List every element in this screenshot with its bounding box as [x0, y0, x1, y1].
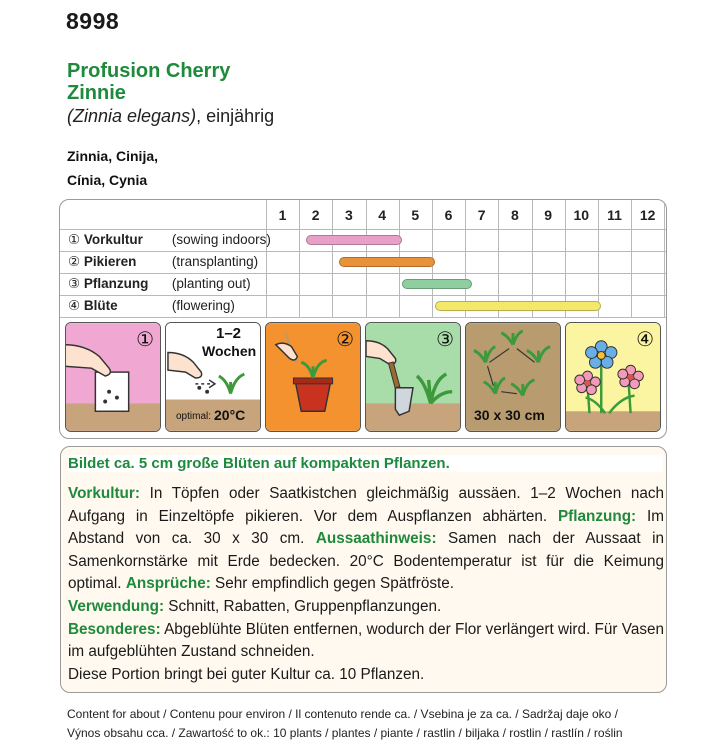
row-label-english: (sowing indoors)	[171, 232, 271, 247]
row-label-german: Pikieren	[83, 254, 137, 269]
row-label-german: Vorkultur	[83, 232, 143, 247]
month-header: 11	[607, 207, 622, 223]
row-label-english: (transplanting)	[171, 254, 259, 269]
month-header: 12	[639, 207, 656, 223]
temp-label: optimal:	[176, 411, 212, 422]
calendar-row-label	[68, 254, 258, 270]
info-lead: Bildet ca. 5 cm große Blüten auf kompakten Pflanzen.	[68, 455, 663, 472]
month-header: 9	[544, 207, 552, 223]
month-header: 1	[278, 207, 287, 223]
month-header: 5	[411, 207, 420, 223]
row-number: ③	[68, 276, 81, 291]
latin-name: (Zinnia elegans)	[67, 106, 197, 126]
sowing-calendar	[59, 199, 667, 439]
ansprueche-text: Sehr empfindlich gegen Spätfröste.	[210, 575, 455, 593]
row-label-german: Pflanzung	[83, 276, 149, 291]
tile-spacing	[465, 322, 561, 432]
row-number: ①	[68, 232, 81, 247]
tile-step-number: ③	[436, 329, 454, 351]
row-number: ②	[68, 254, 81, 269]
aussaat-text: Samen nach der Aussaat in Samenkornstärke mit Erde bedecken. 20°C Bodentemperatur ist für die Keimung optimal.	[68, 530, 664, 593]
aussaat-label: Aussaathinweis:	[315, 530, 437, 548]
title-line-2: Zinnie	[67, 82, 126, 104]
calendar-row-label	[68, 232, 271, 248]
info-body	[68, 483, 664, 686]
common-names-2: Cínia, Cynia	[67, 172, 148, 188]
row-label-german: Blüte	[83, 298, 118, 313]
calendar-grid	[60, 200, 666, 318]
calendar-row-label	[68, 298, 235, 314]
grid-line-horizontal	[60, 295, 666, 296]
grid-line-horizontal	[60, 229, 666, 230]
month-header: 2	[311, 207, 320, 223]
common-names-1: Zinnia, Cinija,	[67, 148, 159, 164]
latin-name-line	[67, 106, 274, 127]
temp-value: 20°C	[214, 407, 246, 423]
grid-line-horizontal	[60, 317, 666, 318]
footer-line-2: Výnos obsahu cca. / Zawartość to ok.: 10 plants / plantes / piante / rastlin / biljaka / rostlin / rastlín / roślin	[67, 726, 623, 740]
calendar-bar	[339, 257, 435, 267]
info-box	[60, 446, 667, 693]
ansprueche-label: Ansprüche:	[125, 575, 211, 593]
month-header: 6	[444, 207, 453, 223]
pflanzung-text: Im Abstand von ca. 30 x 30 cm.	[68, 507, 664, 548]
instruction-tiles	[65, 322, 661, 434]
grid-line-horizontal	[60, 273, 666, 274]
month-header: 8	[510, 207, 519, 223]
calendar-row-label	[68, 276, 251, 292]
product-code: 8998	[66, 8, 120, 34]
tile-germination	[165, 322, 261, 432]
calendar-bar	[435, 301, 601, 311]
tile-pricking-out	[265, 322, 361, 432]
row-number: ④	[68, 298, 81, 313]
row-label-english: (planting out)	[171, 276, 251, 291]
month-header: 10	[573, 207, 590, 223]
verwendung-label: Verwendung:	[68, 597, 165, 615]
weeks-unit: Wochen	[202, 343, 257, 359]
footer-line-1: Content for about / Contenu pour environ / Il contenuto rende ca. / Vsebina je za ca. / Sadržaj daje oko /	[67, 707, 619, 721]
annual-label: , einjährig	[196, 106, 275, 126]
vorkultur-label: Vorkultur:	[68, 485, 140, 502]
tile-flowering	[565, 322, 661, 432]
verwendung-text: Schnitt, Rabatten, Gruppenpflanzungen.	[164, 597, 442, 615]
grid-line-vertical	[664, 200, 665, 318]
portion-text: Diese Portion bringt bei guter Kultur ca. 10 Pflanzen.	[68, 665, 425, 683]
spacing-value: 30 x 30 cm	[474, 407, 545, 423]
tile-planting	[365, 322, 461, 432]
month-header: 7	[477, 207, 486, 223]
besonderes-text: Abgeblühte Blüten entfernen, wodurch der Flor verlängert wird. Für Vasen im aufgeblühten Zustand schneiden.	[68, 620, 664, 661]
pflanzung-label: Pflanzung:	[557, 507, 637, 525]
tile-step-number: ①	[136, 329, 154, 351]
weeks-value: 1–2	[216, 325, 242, 342]
calendar-bar	[402, 279, 472, 289]
tile-sowing	[65, 322, 161, 432]
calendar-bar	[306, 235, 402, 245]
product-title	[67, 60, 230, 104]
tile-step-number: ②	[336, 329, 354, 351]
besonderes-label: Besonderes:	[68, 620, 161, 638]
month-header: 4	[378, 207, 386, 223]
footer	[67, 705, 707, 743]
month-header: 3	[344, 207, 353, 223]
vorkultur-text: In Töpfen oder Saatkistchen gleichmäßig aussäen. 1–2 Wochen nach Aufgang in Einzeltöpfe pikieren. Vor dem Auspflanzen abhärten.	[68, 485, 664, 525]
title-line-1: Profusion Cherry	[67, 60, 231, 82]
grid-line-horizontal	[60, 251, 666, 252]
row-label-english: (flowering)	[171, 298, 235, 313]
tile-step-number: ④	[636, 329, 654, 351]
